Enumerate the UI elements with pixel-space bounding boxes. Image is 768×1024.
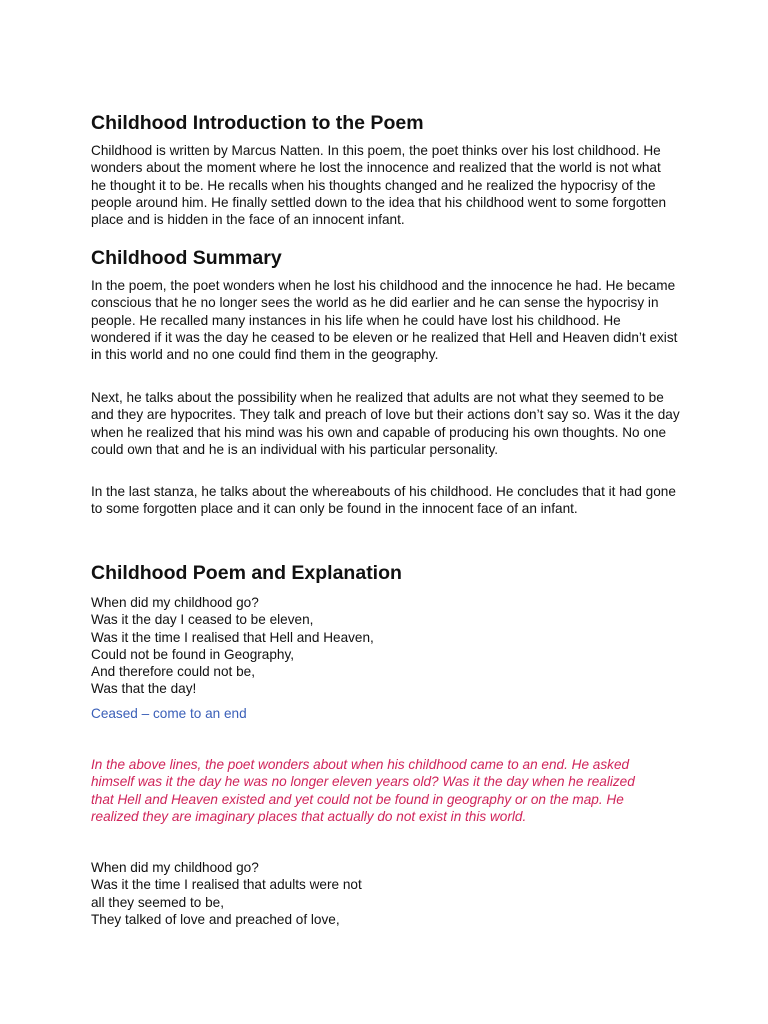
poem-stanza-2: [91, 859, 362, 928]
poem-line: Was it the day I ceased to be eleven,: [91, 612, 314, 628]
poem-heading: Childhood Poem and Explanation: [91, 562, 402, 584]
poem-line: Was it the time I realised that Hell and Heaven,: [91, 629, 374, 645]
summary-paragraph-3: In the last stanza, he talks about the whereabouts of his childhood. He concludes that it had gone to some forgotten place and it can only be found in the innocent face of an infant.: [91, 484, 676, 517]
summary-paragraph-1: In the poem, the poet wonders when he lost his childhood and the innocence he had. He became conscious that he no longer sees the world as he did earlier and he can sense the hypocrisy in people. He recalled many instances in his life when he could have lost his childhood. He wondered if it was the day he ceased to be eleven or he realized that Hell and Heaven didn’t exist in this world and no one could find them in the geography.: [91, 278, 678, 363]
stanza-1-explanation: In the above lines, the poet wonders about when his childhood came to an end. He asked himself was it the day he was no longer eleven years old? Was it the day when he realized that Hell and Heaven existed and yet could not be found in geography or on the map. He realized they are imaginary places that actually do not exist in this world.: [91, 757, 635, 824]
poem-line: When did my childhood go?: [91, 860, 259, 875]
poem-line: They talked of love and preached of love,: [91, 911, 340, 927]
poem-line: And therefore could not be,: [91, 664, 255, 680]
poem-line: When did my childhood go?: [91, 595, 259, 610]
poem-line: all they seemed to be,: [91, 894, 224, 910]
poem-line: Was that the day!: [91, 681, 197, 697]
summary-heading: Childhood Summary: [91, 247, 282, 269]
poem-stanza-1: [91, 594, 374, 698]
intro-paragraph: Childhood is written by Marcus Natten. In this poem, the poet thinks over his lost childhood. He wonders about the moment where he lost the innocence and realized that the world is not what he thought it to be. He recalls when his thoughts changed and he realized the hypocrisy of the people around him. He finally settled down to the idea that his childhood went to some forgotten place and is hidden in the face of an innocent infant.: [91, 143, 667, 228]
poem-line: Could not be found in Geography,: [91, 646, 295, 662]
summary-paragraph-2: Next, he talks about the possibility when he realized that adults are not what they seemed to be and they are hypocrites. They talk and preach of love but their actions don’t say so. Was it the day when he realized that his mind was his own and capable of producing his own thoughts. No one could own that and he is an individual with his particular personality.: [91, 390, 680, 457]
intro-heading: Childhood Introduction to the Poem: [91, 112, 424, 134]
word-gloss: Ceased – come to an end: [91, 706, 247, 721]
poem-line: Was it the time I realised that adults were not: [91, 877, 362, 893]
